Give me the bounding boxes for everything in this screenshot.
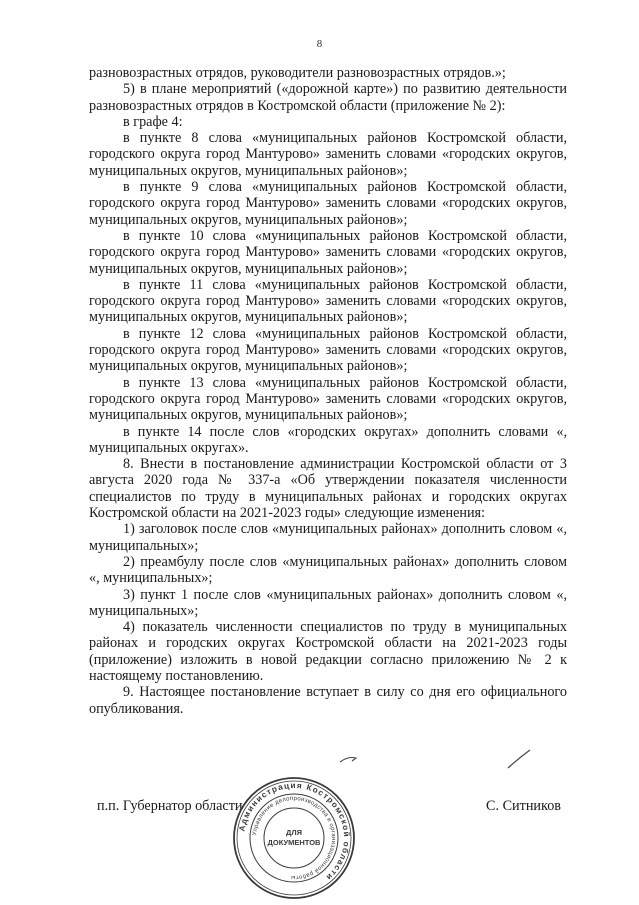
svg-text:Управление делопроизводства и: Управление делопроизводства и организационной работы <box>252 795 337 881</box>
paragraph: 8. Внести в постановление администрации Костромской области от 3 августа 2020 года № 337-а «Об утверждении показателя численности специалистов по труду в муниципальных районах и городских округах Костромской области на 2021-2023 годы» следующие изменения: <box>89 456 567 522</box>
paragraph: в пункте 11 слова «муниципальных районов Костромской области, городского округа город Мантурово» заменить словами «городских округов, муниципальных округов, муниципальных районов»; <box>89 276 567 326</box>
svg-text:Администрация Костромской обла: Администрация Костромской области <box>237 780 352 883</box>
paragraph: в пункте 12 слова «муниципальных районов Костромской области, городского округа город Мантурово» заменить словами «городских округов, муниципальных округов, муниципальных районов»; <box>89 325 567 375</box>
svg-text:ДОКУМЕНТОВ: ДОКУМЕНТОВ <box>267 838 321 847</box>
page-number: 8 <box>316 38 323 50</box>
paragraph: разновозрастных отрядов, руководители разновозрастных отрядов.»; <box>89 65 506 81</box>
paragraph: в пункте 9 слова «муниципальных районов Костромской области, городского округа город Мантурово» заменить словами «городских округов, муниципальных округов, муниципальных районов»; <box>89 179 567 228</box>
handwritten-signature-stroke <box>505 748 533 770</box>
paragraph: 2) преамбулу после слов «муниципальных районах» дополнить словом «, муниципальных»; <box>89 553 567 587</box>
paragraph: 1) заголовок после слов «муниципальных районах» дополнить словом «, муниципальных»; <box>89 521 567 554</box>
paragraph: в пункте 14 после слов «городских округах» дополнить словами «, муниципальных округах». <box>89 423 567 456</box>
paragraph: 5) в плане мероприятий («дорожной карте») по развитию деятельности разновозрастных отрядов в Костромской области (приложение № 2): <box>89 81 567 114</box>
paragraph: в пункте 10 слова «муниципальных районов Костромской области, городского округа город Мантурово» заменить словами «городских округов, муниципальных округов, муниципальных районов»; <box>89 227 567 277</box>
document-body <box>89 65 567 717</box>
paragraph: 3) пункт 1 после слов «муниципальных районах» дополнить словом «, муниципальных»; <box>89 586 567 619</box>
svg-text:ДЛЯ: ДЛЯ <box>286 828 302 837</box>
signatory-position: п.п. Губернатор области <box>97 798 243 814</box>
handwritten-signature-mark <box>338 752 368 766</box>
paragraph: в пункте 13 слова «муниципальных районов Костромской области, городского округа город Мантурово» заменить словами «городских округов, муниципальных округов, муниципальных районов»; <box>89 374 567 424</box>
paragraph: 9. Настоящее постановление вступает в силу со дня его официального опубликования. <box>89 684 567 717</box>
paragraph: в графе 4: <box>123 113 183 130</box>
paragraph: в пункте 8 слова «муниципальных районов Костромской области, городского округа город Мантурово» заменить словами «городских округов, муниципальных округов, муниципальных районов»; <box>89 130 567 179</box>
official-stamp <box>232 776 356 900</box>
signatory-name: С. Ситников <box>486 798 561 814</box>
paragraph: 4) показатель численности специалистов по труду в муниципальных районах и городских округах Костромской области на 2021-2023 годы (приложение) изложить в новой редакции согласно приложению № 2 к настоящему постановлению. <box>89 619 567 684</box>
